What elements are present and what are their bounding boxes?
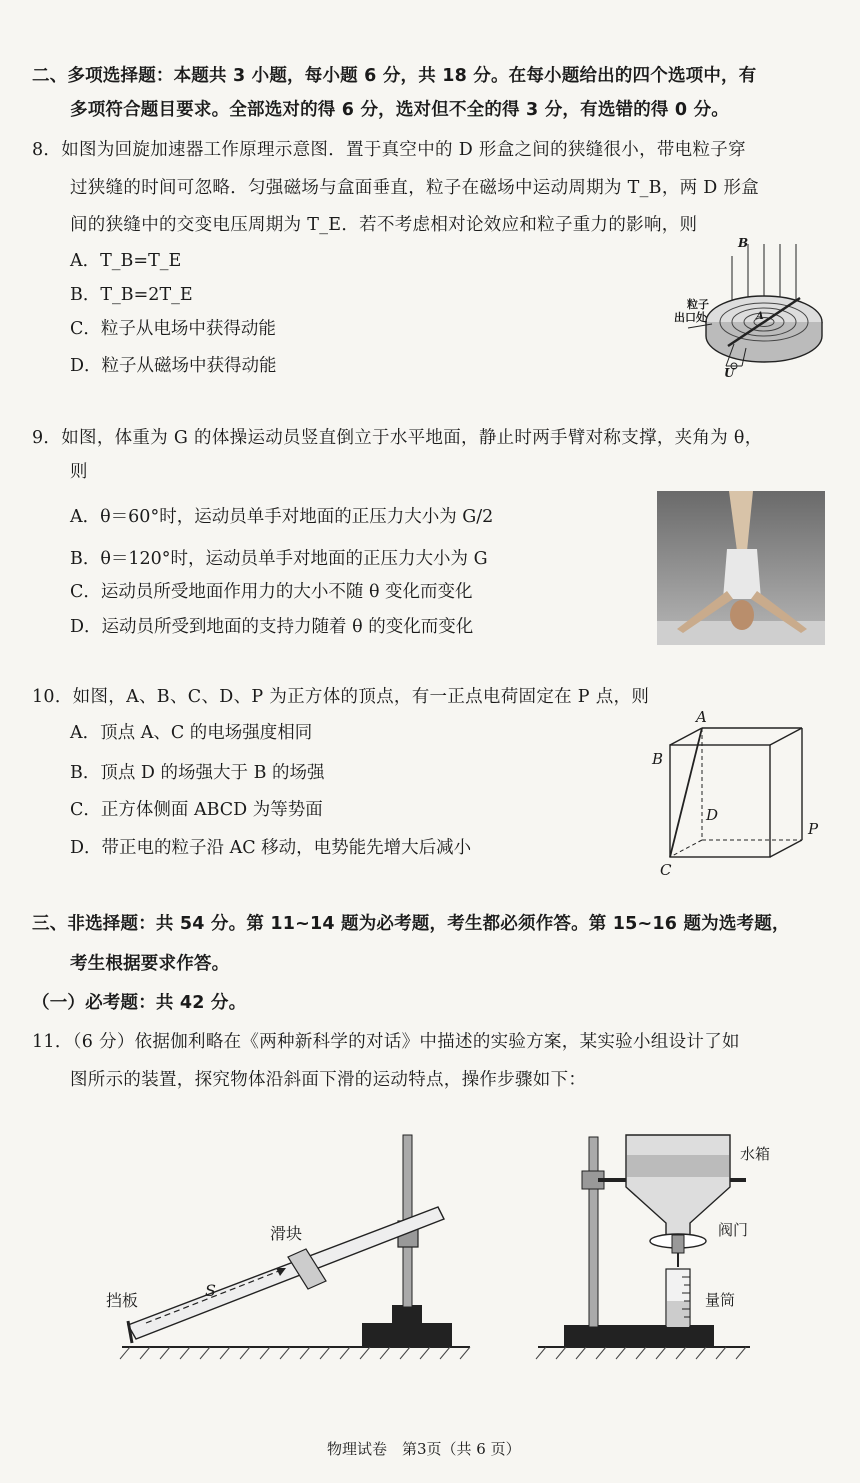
gymnast-photo (657, 491, 825, 645)
apparatus-label-valve: 阀门 (718, 1221, 749, 1239)
q10-option-b: B．顶点 D 的场强大于 B 的场强 (70, 763, 325, 783)
q10-stem: 10．如图，A、B、C、D、P 为正方体的顶点，有一正点电荷固定在 P 点，则 (32, 687, 650, 707)
q9-option-d: D．运动员所受到地面的支持力随着 θ 的变化而变化 (70, 617, 474, 637)
q9-option-a: A．θ＝60°时，运动员单手对地面的正压力大小为 G/2 (70, 507, 494, 527)
section3-heading-line1: 三、非选择题：共 54 分。第 11~14 题为必考题，考生都必须作答。第 15~16 题为选考题， (32, 914, 790, 934)
cyclotron-label-a: A (756, 311, 764, 322)
cube-label-a: A (696, 708, 707, 726)
q10-option-c: C．正方体侧面 ABCD 为等势面 (70, 800, 323, 820)
cube-label-c: C (660, 861, 672, 879)
cyclotron-label-b: B (738, 236, 749, 250)
q11-stem-line2: 图所示的装置，探究物体沿斜面下滑的运动特点，操作步骤如下： (70, 1070, 587, 1090)
q9-option-b: B．θ＝120°时，运动员单手对地面的正压力大小为 G (70, 549, 488, 569)
section2-heading-line1: 二、多项选择题：本题共 3 小题，每小题 6 分，共 18 分。在每小题给出的四个选项中，有 (32, 66, 757, 86)
q10-option-a: A．顶点 A、C 的电场强度相同 (70, 723, 313, 743)
q8-option-c: C．粒子从电场中获得动能 (70, 319, 276, 339)
section2-heading-line2: 多项符合题目要求。全部选对的得 6 分，选对但不全的得 3 分，有选错的得 0 分。 (70, 100, 729, 120)
apparatus-label-tank: 水箱 (740, 1145, 771, 1163)
q9-stem-line1: 9．如图，体重为 G 的体操运动员竖直倒立于水平地面，静止时两手臂对称支撑，夹角为 θ， (32, 428, 763, 448)
apparatus-label-slider: 滑块 (270, 1224, 303, 1243)
apparatus-label-cylinder: 量筒 (705, 1291, 736, 1309)
q8-stem-line3: 间的狭缝中的交变电压周期为 T_E．若不考虑相对论效应和粒子重力的影响，则 (70, 215, 698, 235)
apparatus-label-baffle: 挡板 (106, 1291, 139, 1310)
q8-stem-line1: 8．如图为回旋加速器工作原理示意图．置于真空中的 D 形盒之间的狭缝很小，带电粒子穿 (32, 140, 746, 160)
page-footer: 物理试卷 第3页（共 6 页） (327, 1440, 521, 1458)
section3-heading-line2: 考生根据要求作答。 (70, 954, 230, 974)
q10-option-d: D．带正电的粒子沿 AC 移动，电势能先增大后减小 (70, 838, 472, 858)
cube-label-d: D (706, 806, 719, 824)
q9-stem-line2: 则 (70, 462, 88, 482)
cube-figure (640, 700, 840, 880)
cyclotron-label-u: U (724, 366, 735, 380)
section3-subheading: （一）必考题：共 42 分。 (32, 993, 247, 1013)
cyclotron-label-exit-2: 出口处 (674, 311, 707, 324)
cyclotron-label-exit-1: 粒子 (687, 298, 709, 311)
q8-stem-line2: 过狭缝的时间可忽略．匀强磁场与盒面垂直，粒子在磁场中运动周期为 T_B，两 D 形盒 (70, 178, 760, 198)
q11-stem-line1: 11．（6 分）依据伽利略在《两种新科学的对话》中描述的实验方案，某实验小组设计了如 (32, 1032, 740, 1052)
q8-option-a: A．T_B=T_E (70, 251, 182, 271)
apparatus-label-s: S (205, 1281, 216, 1300)
q9-option-c: C．运动员所受地面作用力的大小不随 θ 变化而变化 (70, 582, 473, 602)
q8-option-d: D．粒子从磁场中获得动能 (70, 356, 277, 376)
q8-option-b: B．T_B=2T_E (70, 285, 193, 305)
cube-label-p: P (808, 820, 819, 838)
cube-label-b: B (652, 750, 664, 768)
q11-apparatus-figure (100, 1125, 800, 1365)
